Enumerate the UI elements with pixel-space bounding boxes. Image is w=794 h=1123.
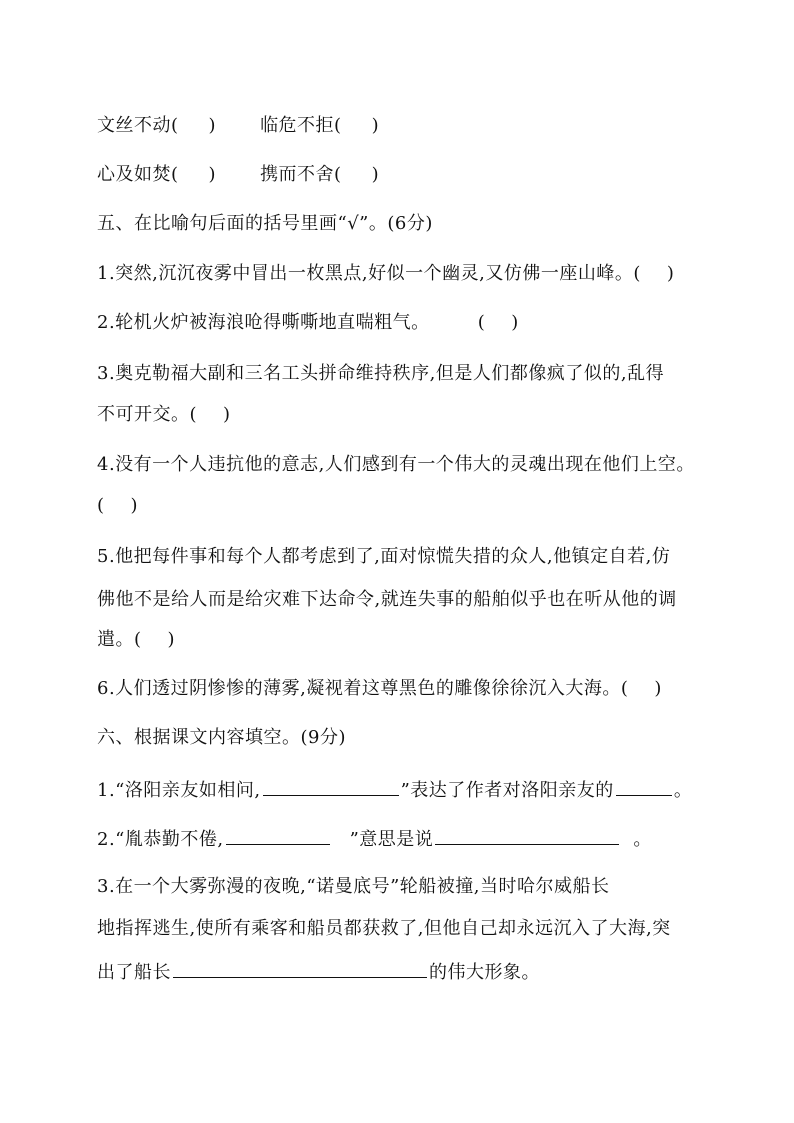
fill-blank[interactable] [173,959,427,978]
section-6-question-1: 1.“洛阳亲友如相问, ”表达了作者对洛阳亲友的 。 [97,777,692,803]
idiom-3: 心及如焚( [97,164,179,185]
section-5-question-3-line-2: 不可开交。( ) [97,404,231,425]
section-6-question-3-line-2: 地指挥逃生,使所有乘客和船员都获救了,但他自己却永远沉入了大海,突 [97,918,671,939]
section-6-question-2: 2.“胤恭勤不倦, ”意思是说 。 [97,826,652,852]
idiom-2: 临危不拒( [260,115,342,136]
section-5-question-4-line-1: 4.没有一个人违抗他的意志,人们感到有一个伟大的灵魂出现在他们上空。 [97,454,695,475]
section-5-question-5-line-3: 遣。( ) [97,629,176,650]
idiom-3-paren-close: ) [208,164,217,185]
section-5-question-1: 1.突然,沉沉夜雾中冒出一枚黑点,好似一个幽灵,又仿佛一座山峰。( ) [97,263,675,284]
fill-blank[interactable] [263,777,399,796]
idiom-row-1 [97,114,379,138]
idiom-2-paren-close: ) [371,115,380,136]
idiom-row-2 [97,163,379,187]
fill-blank[interactable] [435,826,619,845]
section-6-question-3-line-1: 3.在一个大雾弥漫的夜晚,“诺曼底号”轮船被撞,当时哈尔威船长 [97,876,610,897]
idiom-4: 携而不舍( [260,164,342,185]
section-5-question-2: 2.轮机火炉被海浪呛得嘶嘶地直喘粗气。 ( ) [97,312,519,333]
section-5-question-3-line-1: 3.奥克勒福大副和三名工头拼命维持秩序,但是人们都像疯了似的,乱得 [97,363,665,384]
section-5-question-4-line-2: ( ) [97,495,139,516]
idiom-1: 文丝不动( [97,115,179,136]
section-5-question-6: 6.人们透过阴惨惨的薄雾,凝视着这尊黑色的雕像徐徐沉入大海。( ) [97,678,662,699]
section-6-question-3-line-3: 出了船长 的伟大形象。 [97,959,540,985]
section-5-question-5-line-1: 5.他把每件事和每个人都考虑到了,面对惊慌失措的众人,他镇定自若,仿 [97,546,671,567]
section-6-heading: 六、根据课文内容填空。(9分) [97,727,346,748]
fill-blank[interactable] [616,777,672,796]
idiom-1-paren-close: ) [208,115,217,136]
fill-blank[interactable] [226,826,330,845]
idiom-4-paren-close: ) [371,164,380,185]
section-5-heading: 五、在比喻句后面的括号里画“√”。(6分) [97,213,433,234]
section-5-question-5-line-2: 佛他不是给人而是给灾难下达命令,就连失事的船舶似乎也在听从他的调 [97,589,677,610]
